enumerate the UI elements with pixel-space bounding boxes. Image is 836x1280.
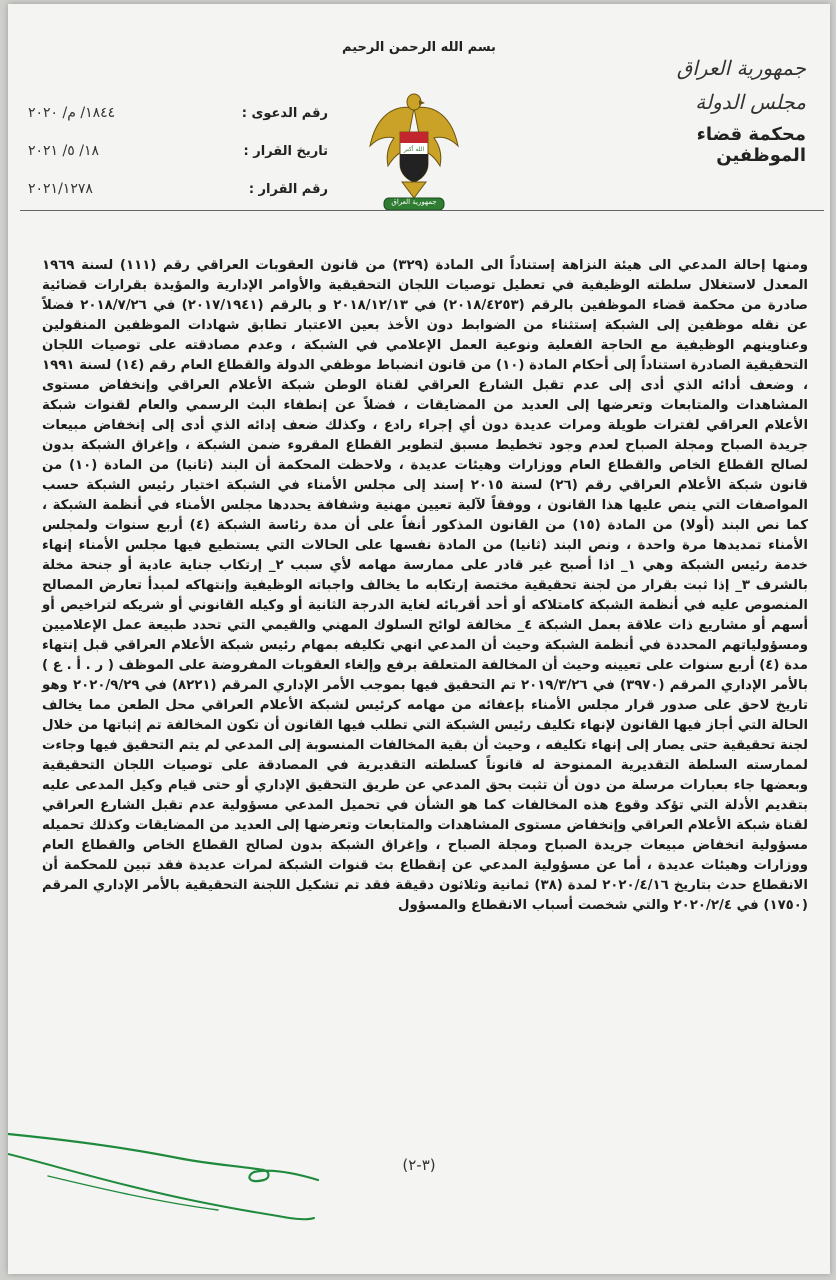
- header-divider: [20, 210, 824, 211]
- emblem-caption: جمهورية العراق: [391, 198, 437, 206]
- decision-date-row: [28, 132, 328, 170]
- republic-calligraphy: جمهورية العراق: [676, 56, 806, 80]
- case-number-label: رقم الدعوى :: [241, 105, 328, 121]
- court-name: محكمة قضاء الموظفين: [696, 124, 806, 166]
- decision-body: [42, 256, 808, 916]
- case-info-block: [28, 94, 328, 208]
- svg-text:الله أكبر: الله أكبر: [403, 146, 425, 153]
- bismillah: بسم الله الرحمن الرحيم: [342, 40, 496, 55]
- issuing-authority: [606, 56, 806, 166]
- council-calligraphy: مجلس الدولة: [695, 90, 806, 114]
- handwritten-signature: [8, 1114, 388, 1234]
- document-page: [8, 4, 830, 1274]
- decision-date-value: ١٨/ ٥/ ٢٠٢١: [28, 143, 99, 159]
- decision-number-row: [28, 170, 328, 208]
- decision-number-value: ٢٠٢١/١٢٧٨: [28, 181, 93, 197]
- body-paragraph: ومنها إحالة المدعي الى هيئة النزاهة إستناداً الى المادة (٣٢٩) من قانون العقوبات العراقي رقم (١١١) لسنة ١٩٦٩ المعدل لاستغلال سلطته الوظيفية في تعطيل توصيات اللجان التحقيقية والأوامر الإدارية والمؤيدة بقرارات قضائية صادرة من محكمة قضاء الموظفين بالرقم (٢٠١٨/٤٢٥٣) في ٢٠١٨/١٢/١٣ و بالرقم (٢٠١٧/١٩٤١) في ٢٠١٨/٧/٢٦ فضلاً عن نقله موظفين إلى الشبكة إستثناء من الضوابط دون الأخذ بعين الاعتبار تطابق شهادات الموظفين المنقولين وعناوينهم الوظيفية مع الحاجة الفعلية ونوعية العمل الإعلامي في الشبكة ، وعدم مصادقته على توصيات اللجان التحقيقية الصادرة استناداً إلى أحكام المادة (١٠) من قانون انضباط موظفي الدولة والقطاع العام رقم (١٤) لسنة ١٩٩١ ، وضعف أدائه الذي أدى إلى عدم تقبل الشارع العراقي لقناة الوطن شبكة الأعلام العراقي وإنخفاض مستوى المشاهدات والمتابعات وتعرضها إلى العديد من المضايقات ، فضلاً عن إنطفاء البث الرسمي والعام لقنوات شبكة الأعلام العراقي لفترات طويلة ومرات عديدة دون أي إجراء رادع ، وكذلك ضعف إدائه الذي أدى إلى إنخفاض مبيعات جريدة الصباح ومجلة الصباح لعدم وجود تخطيط مسبق لتطوير القطاع المقروء ضمن الشبكة ، وإغراق الشبكة بدون لصالح القطاع الخاص والقطاع العام ووزارات وهيئات عديدة ، ولاحظت المحكمة أن البند (ثانيا) من المادة (١٠) من قانون شبكة الأعلام العراقي رقم (٢٦) لسنة ٢٠١٥ إسند إلى مجلس الأمناء في الشبكة اختيار رئيس الشبكة حسب المواصفات التي ينص عليها هذا القانون ، ووفقاً لآلية تعيين مهنية وشفافة يحددها مجلس الأمناء في أنظمة الشبكة ، كما نص البند (أولا) من المادة (١٥) من القانون المذكور أنفاً على أن مدة رئاسة الشبكة (٤) أربع سنوات ولمجلس الأمناء تمديدها مرة واحدة ، ونص البند (ثانيا) من المادة نفسها على الحالات التي يستطيع فيها مجلس الأمناء إنهاء خدمة رئيس الشبكة وهي ١_ اذا أصبح غير قادر على ممارسة مهامه لأي سبب ٢_ إرتكاب جناية عادية أو جنحة مخلة بالشرف ٣_ إذا ثبت بقرار من لجنة تحقيقية مختصة إرتكابه ما يخالف واجباته الوظيفية وإنتهاكه لمبدأ تعارض المصالح المنصوص عليه في أنظمة الشبكة كامتلاكه أو أحد أقربائه لغاية الدرجة الثانية أو وكيله القانوني أو شريكه لتراخيص أو أسهم أو مشاريع ذات علاقة بعمل الشبكة ٤_ مخالفة لوائح السلوك المهني والقيمي التي تحدد طبيعة عمل الإعلاميين ومسؤولياتهم المحددة في أنظمة الشبكة وحيث أن المدعي انهي تكليفه بمهام رئيس شبكة الأعلام العراقي قبل إنتهاء مدة (٤) أربع سنوات على تعيينه وحيث أن المخالفة المتعلقة برفع وإلغاء العقوبات المفروضة على الموظف ( ر . أ . ع ) بالأمر الإداري المرقم (٣٩٧٠) في ٢٠١٩/٣/٢٦ تم التحقيق فيها بموجب الأمر الإداري المرقم (٨٢٢١) في ٢٠٢٠/٩/٢٩ وهو تاريخ لاحق على صدور قرار مجلس الأمناء بإعفائه من مهامه كرئيس لشبكة الأعلام العراقي محل الطعن مما يخالف الحالة التي أجاز فيها القانون لإنهاء تكليف رئيس الشبكة التي تطلب فيها القانون أن تكون المخالفة تم إثباتها من خلال لجنة تحقيقية حتى يصار إلى إنهاء تكليفه ، وحيث أن بقية المخالفات المنسوبة إلى المدعي لم يتم التحقيق فيها وجاءت لممارسته السلطة التقديرية الممنوحة له قانوناً كسلطته التقديرية في المصادقة على توصيات اللجان التحقيقية وبعضها جاء بعبارات مرسلة من دون أن تثبت بحق المدعي عن طريق التحقيق الإداري أو حتى قيام وكيل المدعى عليه بتقديم الأدلة التي تؤكد وقوع هذه المخالفات كما هو الشأن في تحميل المدعي مسؤولية عدم تقبل الشارع العراقي لقناة شبكة الأعلام العراقي وإنخفاض مستوى المشاهدات والمتابعات وتعرضها إلى العديد من المضايقات وكذلك تحميله مسؤولية انخفاض مبيعات جريدة الصباح ومجلة الصباح ، وإغراق الشبكة بدون لصالح القطاع الخاص والقطاع العام ووزارات وهيئات عديدة ، أما عن مسؤولية المدعي عن إنقطاع بث قنوات الشبكة لمرات عديدة فقد تبين للمحكمة أن الانقطاع حدث بتاريخ ٢٠٢٠/٤/١٦ لمدة (٣٨) ثمانية وثلاثون دقيقة فقد تم تشكيل اللجنة التحقيقية بالأمر الإداري المرقم (١٧٥٠) في ٢٠٢٠/٢/٤ والتي شخصت أسباب الانقطاع والمسؤول: [42, 258, 809, 913]
- case-number-row: [28, 94, 328, 132]
- page-number: (٣-٢): [402, 1156, 436, 1174]
- case-number-value: ١٨٤٤/ م/ ٢٠٢٠: [28, 105, 116, 121]
- decision-date-label: تاريخ القرار :: [243, 143, 328, 159]
- decision-number-label: رقم القرار :: [248, 181, 328, 197]
